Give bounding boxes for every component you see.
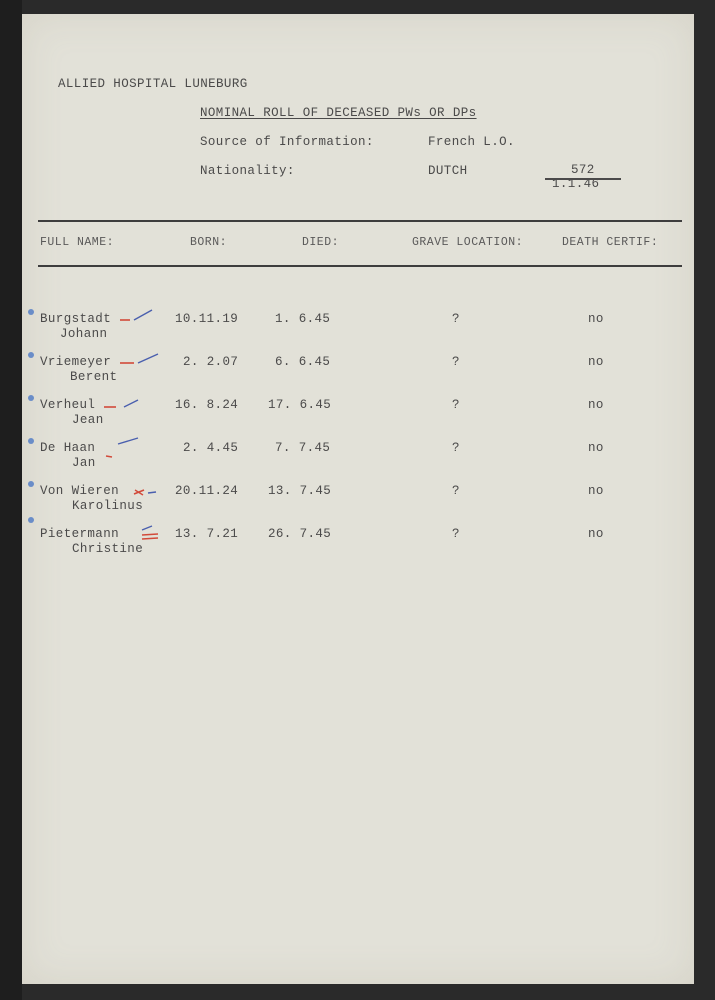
blue-tick-dot <box>28 438 34 444</box>
row-born: 2. 2.07 <box>183 355 239 369</box>
row-given-name: Berent <box>70 370 118 384</box>
row-certif: no <box>588 441 604 455</box>
row-grave: ? <box>452 484 460 498</box>
row-surname: De Haan <box>40 441 96 455</box>
blue-tick-dot <box>28 309 34 315</box>
source-value: French L.O. <box>428 135 515 149</box>
row-certif: no <box>588 398 604 412</box>
check-mark-icon <box>102 394 144 414</box>
row-died: 13. 7.45 <box>268 484 332 498</box>
blue-tick-dot <box>28 395 34 401</box>
reference-date: 1.1.46 <box>552 177 600 191</box>
scan-edge <box>0 0 22 1000</box>
source-label: Source of Information: <box>200 135 374 149</box>
row-died: 6. 6.45 <box>275 355 331 369</box>
row-given-name: Jean <box>72 413 104 427</box>
row-surname: Pietermann <box>40 527 120 541</box>
row-given-name: Johann <box>60 327 108 341</box>
row-certif: no <box>588 527 604 541</box>
column-header-born: BORN: <box>190 236 228 249</box>
row-born: 16. 8.24 <box>175 398 239 412</box>
row-surname: Burgstadt <box>40 312 112 326</box>
row-certif: no <box>588 484 604 498</box>
header-rule <box>38 265 682 267</box>
check-mark-icon <box>118 350 162 370</box>
row-born: 20.11.24 <box>175 484 239 498</box>
row-died: 17. 6.45 <box>268 398 332 412</box>
row-born: 2. 4.45 <box>183 441 239 455</box>
hospital-name: ALLIED HOSPITAL LUNEBURG <box>58 77 248 91</box>
row-born: 13. 7.21 <box>175 527 239 541</box>
check-mark-icon <box>104 436 144 462</box>
check-mark-icon <box>118 306 158 326</box>
column-header-full-name: FULL NAME: <box>40 236 115 249</box>
row-grave: ? <box>452 355 460 369</box>
row-grave: ? <box>452 398 460 412</box>
row-surname: Verheul <box>40 398 96 412</box>
blue-tick-dot <box>28 481 34 487</box>
row-grave: ? <box>452 527 460 541</box>
nationality-label: Nationality: <box>200 164 295 178</box>
reference-number: 572 <box>571 163 595 177</box>
blue-tick-dot <box>28 517 34 523</box>
column-header-died: DIED: <box>302 236 340 249</box>
roll-title: NOMINAL ROLL OF DECEASED PWs OR DPs <box>200 106 477 120</box>
row-died: 1. 6.45 <box>275 312 331 326</box>
row-grave: ? <box>452 312 460 326</box>
row-certif: no <box>588 312 604 326</box>
row-died: 7. 7.45 <box>275 441 331 455</box>
column-header-grave-location: GRAVE LOCATION: <box>412 236 524 249</box>
row-died: 26. 7.45 <box>268 527 332 541</box>
row-surname: Von Wieren <box>40 484 120 498</box>
check-mark-icon <box>138 522 164 544</box>
top-rule <box>38 220 682 222</box>
row-certif: no <box>588 355 604 369</box>
row-given-name: Jan <box>72 456 96 470</box>
nationality-value: DUTCH <box>428 164 468 178</box>
row-grave: ? <box>452 441 460 455</box>
row-surname: Vriemeyer <box>40 355 112 369</box>
row-given-name: Karolinus <box>72 499 144 513</box>
row-born: 10.11.19 <box>175 312 239 326</box>
row-given-name: Christine <box>72 542 144 556</box>
column-header-death-certif: DEATH CERTIF: <box>562 236 659 249</box>
check-mark-icon <box>130 482 160 502</box>
blue-tick-dot <box>28 352 34 358</box>
